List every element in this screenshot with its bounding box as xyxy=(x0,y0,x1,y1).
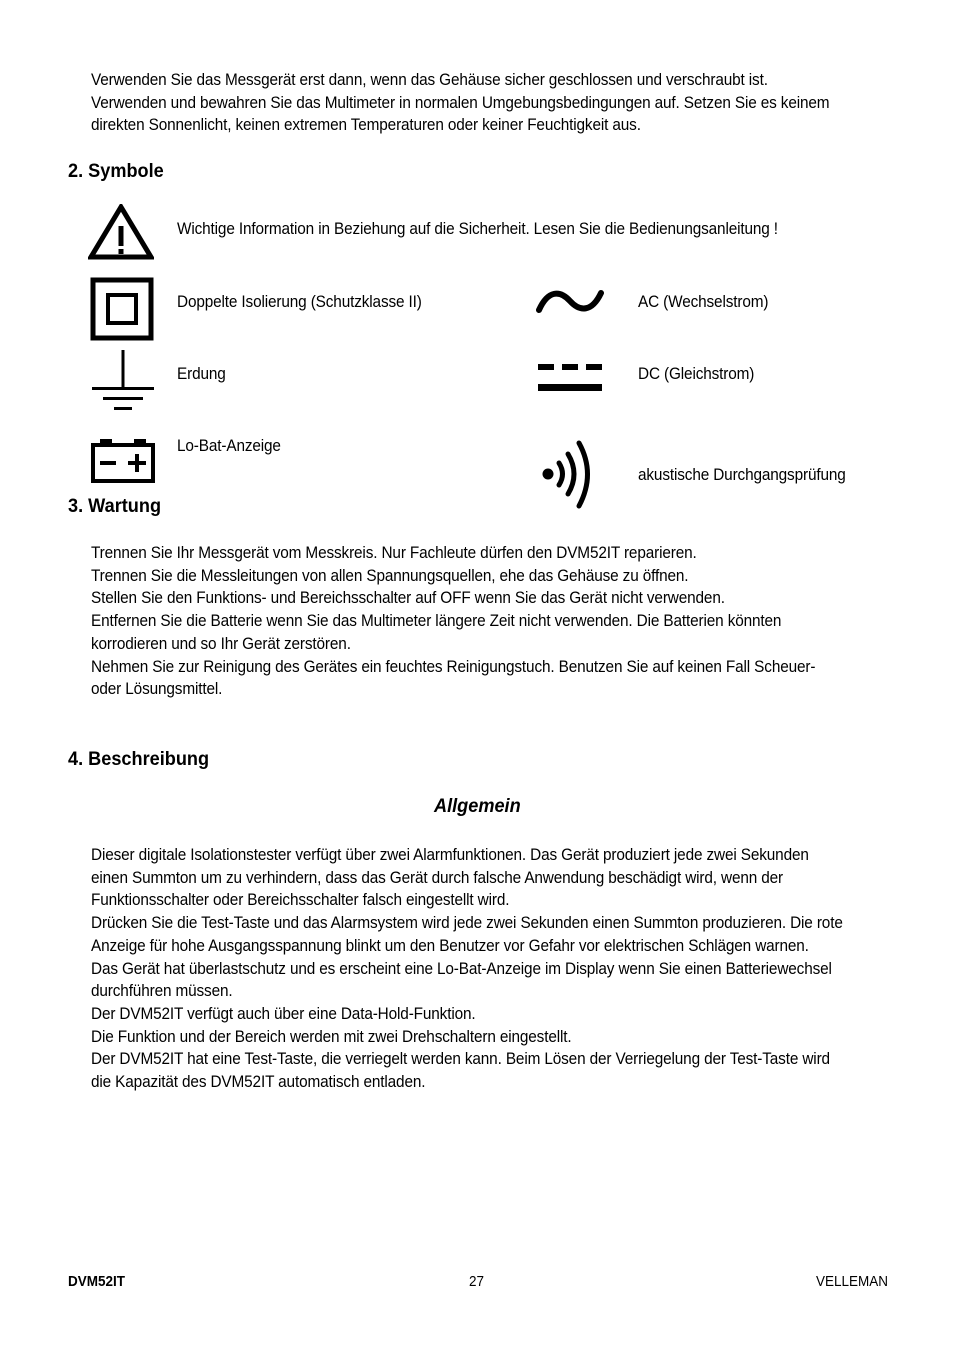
maintenance-line: Entfernen Sie die Batterie wenn Sie das Multimeter längere Zeit nicht verwenden. Die Batterien könnten xyxy=(91,612,782,631)
dc-icon xyxy=(536,362,604,394)
maintenance-line: Trennen Sie Ihr Messgerät vom Messkreis. Nur Fachleute dürfen den DVM52IT reparieren. xyxy=(91,544,697,562)
description-line: Funktionsschalter oder Bereichsschalter falsch eingestellt wird. xyxy=(91,891,510,910)
description-line: Dieser digitale Isolationstester verfügt über zwei Alarmfunktionen. Das Gerät produziert jede zwei Sekunden xyxy=(91,846,809,864)
section-3-heading: 3. Wartung xyxy=(68,495,162,517)
dc-label: DC (Gleichstrom) xyxy=(638,365,755,383)
double-insulation-icon xyxy=(90,277,154,341)
continuity-label: akustische Durchgangsprüfung xyxy=(638,466,846,484)
maintenance-line: Stellen Sie den Funktions- und Bereichsschalter auf OFF wenn Sie das Gerät nicht verwenden. xyxy=(91,589,725,608)
maintenance-line: korrodieren und so Ihr Gerät zerstören. xyxy=(91,634,351,653)
maintenance-paragraph xyxy=(91,542,835,701)
description-line: Die Funktion und der Bereich werden mit zwei Drehschaltern eingestellt. xyxy=(91,1027,572,1046)
description-paragraph xyxy=(91,844,843,1094)
general-subheading: Allgemein xyxy=(434,795,521,817)
intro-line: Verwenden und bewahren Sie das Multimeter in normalen Umgebungsbedingungen auf. Setzen Sie es keinem xyxy=(91,93,830,112)
description-line: Anzeige für hohe Ausgangsspannung blinkt um den Benutzer vor Gefahr vor elektrischen Schlägen warnen. xyxy=(91,936,809,955)
battery-icon xyxy=(90,436,156,484)
maintenance-line: oder Lösungsmittel. xyxy=(91,680,223,699)
description-line: Das Gerät hat überlastschutz und es erscheint eine Lo-Bat-Anzeige im Display wenn Sie einen Batteriewechsel xyxy=(91,959,832,978)
intro-line: Verwenden Sie das Messgerät erst dann, wenn das Gehäuse sicher geschlossen und verschraubt ist. xyxy=(91,71,768,89)
footer-page-number: 27 xyxy=(469,1274,485,1290)
footer-brand: VELLEMAN xyxy=(816,1274,888,1290)
warning-label: Wichtige Information in Beziehung auf die Sicherheit. Lesen Sie die Bedienungsanleitung ! xyxy=(177,220,778,238)
continuity-buzzer-icon xyxy=(534,432,606,516)
warning-triangle-icon xyxy=(88,204,154,260)
description-line: Drücken Sie die Test-Taste und das Alarmsystem wird jede zwei Sekunden einen Summton produzieren. Die rote xyxy=(91,914,843,933)
intro-paragraph xyxy=(91,69,835,137)
ground-label: Erdung xyxy=(177,365,226,383)
ac-label: AC (Wechselstrom) xyxy=(638,293,769,311)
description-line: einen Summton um zu verhindern, dass das Gerät durch falsche Anwendung beschädigt wird, wenn der xyxy=(91,868,784,887)
maintenance-line: Trennen Sie die Messleitungen von allen Spannungsquellen, ehe das Gehäuse zu öffnen. xyxy=(91,566,689,585)
description-line: Der DVM52IT verfügt auch über eine Data-Hold-Funktion. xyxy=(91,1004,476,1023)
section-2-heading: 2. Symbole xyxy=(68,160,164,182)
description-line: die Kapazität des DVM52IT automatisch entladen. xyxy=(91,1073,426,1092)
footer-model: DVM52IT xyxy=(68,1274,125,1290)
ac-wave-icon xyxy=(536,288,604,316)
description-line: durchführen müssen. xyxy=(91,982,233,1001)
section-4-heading: 4. Beschreibung xyxy=(68,748,210,770)
maintenance-line: Nehmen Sie zur Reinigung des Gerätes ein feuchtes Reinigungstuch. Benutzen Sie auf keinen Fall Scheuer- xyxy=(91,657,816,676)
ground-icon xyxy=(90,350,156,414)
double-insulation-label: Doppelte Isolierung (Schutzklasse II) xyxy=(177,293,422,311)
lobat-label: Lo-Bat-Anzeige xyxy=(177,437,281,455)
intro-line: direkten Sonnenlicht, keinen extremen Temperaturen oder keiner Feuchtigkeit aus. xyxy=(91,116,641,135)
description-line: Der DVM52IT hat eine Test-Taste, die verriegelt werden kann. Beim Lösen der Verriegelung der Test-Taste wird xyxy=(91,1050,830,1069)
